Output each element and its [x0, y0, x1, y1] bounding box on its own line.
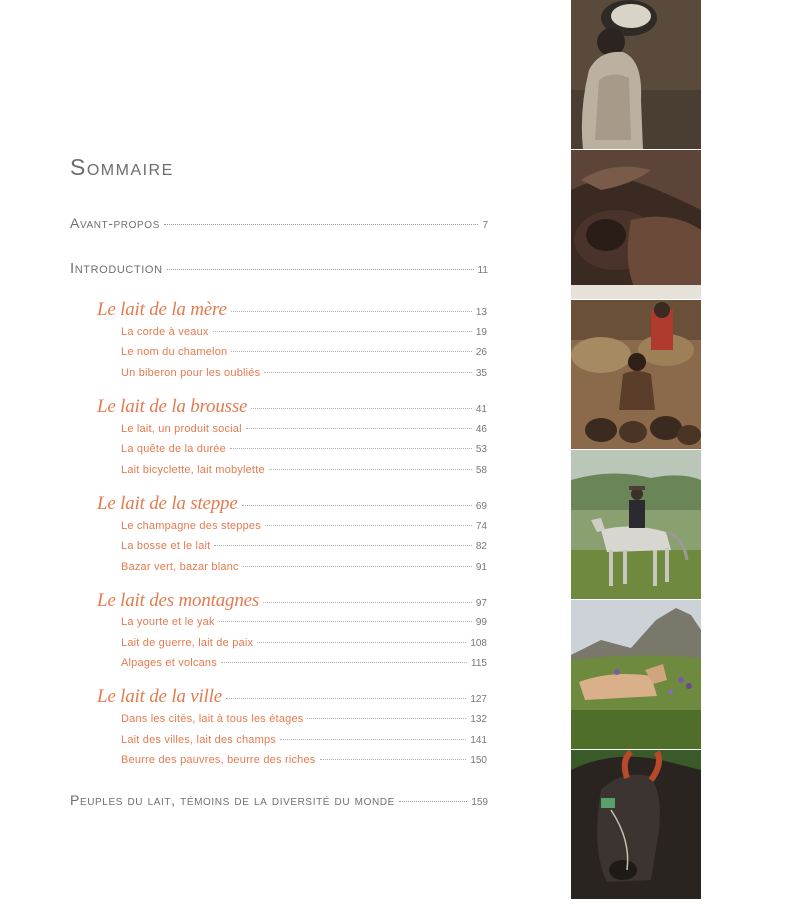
toc-chapter-label: Le lait de la steppe [97, 493, 238, 514]
toc-section-entry[interactable] [121, 540, 487, 552]
toc-entry-label: Peuples du lait, témoins de la diversité du monde [70, 792, 395, 808]
toc-section-label: Lait de guerre, lait de paix [121, 637, 254, 649]
toc-page-number: 132 [470, 714, 487, 725]
toc-section-label: Beurre des pauvres, beurre des riches [121, 754, 316, 766]
toc-chapter-lait-de-la-mere[interactable] [97, 299, 487, 321]
dot-leader [219, 621, 472, 622]
toc-section-entry[interactable] [121, 423, 487, 435]
dot-leader [320, 759, 467, 760]
toc-section-entry[interactable] [121, 561, 487, 573]
dot-leader [221, 662, 467, 663]
toc-page-number: 150 [470, 755, 487, 766]
toc-section-entry[interactable] [121, 346, 487, 358]
toc-page-number: 26 [475, 347, 487, 358]
toc-page-number: 82 [475, 541, 487, 552]
toc-page-number: 141 [470, 735, 487, 746]
mountain-cow-pasture-photo [571, 600, 701, 750]
dot-leader [263, 602, 472, 603]
toc-entry-avant-propos[interactable] [70, 215, 488, 231]
dot-leader [231, 311, 472, 312]
page-title: Sommaire [70, 154, 174, 180]
toc-entry-label: Introduction [70, 260, 163, 277]
toc-section-label: Le champagne des steppes [121, 520, 261, 532]
toc-section-entry[interactable] [121, 520, 487, 532]
toc-page-number: 35 [475, 368, 487, 379]
market-milk-vessels-photo [571, 300, 701, 450]
dot-leader [230, 448, 472, 449]
dot-leader [231, 351, 472, 352]
photo-strip [571, 0, 701, 904]
toc-page-number: 7 [482, 220, 488, 231]
toc-page-number: 159 [471, 797, 488, 808]
toc-section-entry[interactable] [121, 616, 487, 628]
toc-section-entry[interactable] [121, 326, 487, 338]
dot-leader [246, 428, 472, 429]
toc-section-entry[interactable] [121, 637, 487, 649]
dot-leader [167, 269, 474, 270]
toc-chapter-lait-de-la-steppe[interactable] [97, 493, 487, 515]
toc-page-number: 74 [475, 521, 487, 532]
dot-leader [226, 698, 466, 699]
toc-page-number: 108 [470, 638, 487, 649]
toc-chapter-label: Le lait de la brousse [97, 396, 248, 417]
toc-section-entry[interactable] [121, 367, 487, 379]
dot-leader [264, 372, 472, 373]
toc-entry-label: Avant-propos [70, 215, 160, 231]
toc-section-entry[interactable] [121, 443, 487, 455]
toc-section-label: La bosse et le lait [121, 540, 211, 552]
dot-leader [251, 408, 472, 409]
toc-section-label: Le lait, un produit social [121, 423, 242, 435]
toc-chapter-lait-de-la-ville[interactable] [97, 686, 487, 708]
toc-page-number: 11 [477, 265, 488, 276]
toc-page-number: 53 [475, 444, 487, 455]
toc-chapter-lait-de-la-brousse[interactable] [97, 396, 487, 418]
toc-section-label: Bazar vert, bazar blanc [121, 561, 239, 573]
toc-entry-peuples-du-lait[interactable] [70, 792, 488, 808]
child-drinking-milk-photo [571, 0, 701, 150]
dot-leader [265, 525, 472, 526]
toc-page-number: 58 [475, 465, 487, 476]
dot-leader [214, 545, 471, 546]
dot-leader [213, 331, 472, 332]
toc-page-number: 115 [471, 658, 487, 669]
toc-section-entry[interactable] [121, 464, 487, 476]
toc-section-label: Lait bicyclette, lait mobylette [121, 464, 265, 476]
toc-section-label: Dans les cités, lait à tous les étages [121, 713, 304, 725]
toc-section-label: Lait des villes, lait des champs [121, 734, 276, 746]
toc-page-number: 69 [475, 501, 487, 512]
horse-rider-steppe-photo [571, 450, 701, 600]
nursing-baby-photo [571, 150, 701, 300]
toc-chapter-label: Le lait des montagnes [97, 590, 260, 611]
dot-leader [243, 566, 472, 567]
toc-page-number: 127 [470, 694, 487, 705]
toc-section-label: Alpages et volcans [121, 657, 217, 669]
toc-page-number: 99 [475, 617, 487, 628]
dot-leader [269, 469, 472, 470]
toc-chapter-lait-des-montagnes[interactable] [97, 590, 487, 612]
toc-page-number: 97 [475, 598, 487, 609]
toc-section-entry[interactable] [121, 657, 487, 669]
toc-page-number: 19 [475, 327, 487, 338]
zebu-cattle-photo [571, 750, 701, 900]
toc-page-number: 13 [475, 307, 487, 318]
dot-leader [164, 224, 479, 225]
dot-leader [280, 739, 466, 740]
toc-section-entry[interactable] [121, 754, 487, 766]
dot-leader [307, 718, 466, 719]
dot-leader [242, 505, 472, 506]
toc-section-label: La corde à veaux [121, 326, 209, 338]
toc-chapter-label: Le lait de la mère [97, 299, 227, 320]
toc-page-number: 91 [475, 562, 487, 573]
toc-section-label: Le nom du chamelon [121, 346, 228, 358]
dot-leader [399, 801, 467, 802]
toc-section-entry[interactable] [121, 713, 487, 725]
toc-section-label: La quête de la durée [121, 443, 226, 455]
toc-page-number: 41 [475, 404, 487, 415]
toc-section-label: Un biberon pour les oubliés [121, 367, 261, 379]
dot-leader [257, 642, 466, 643]
toc-entry-introduction[interactable] [70, 260, 488, 277]
toc-chapter-label: Le lait de la ville [97, 686, 222, 707]
toc-page-number: 46 [475, 424, 487, 435]
toc-section-label: La yourte et le yak [121, 616, 215, 628]
toc-section-entry[interactable] [121, 734, 487, 746]
